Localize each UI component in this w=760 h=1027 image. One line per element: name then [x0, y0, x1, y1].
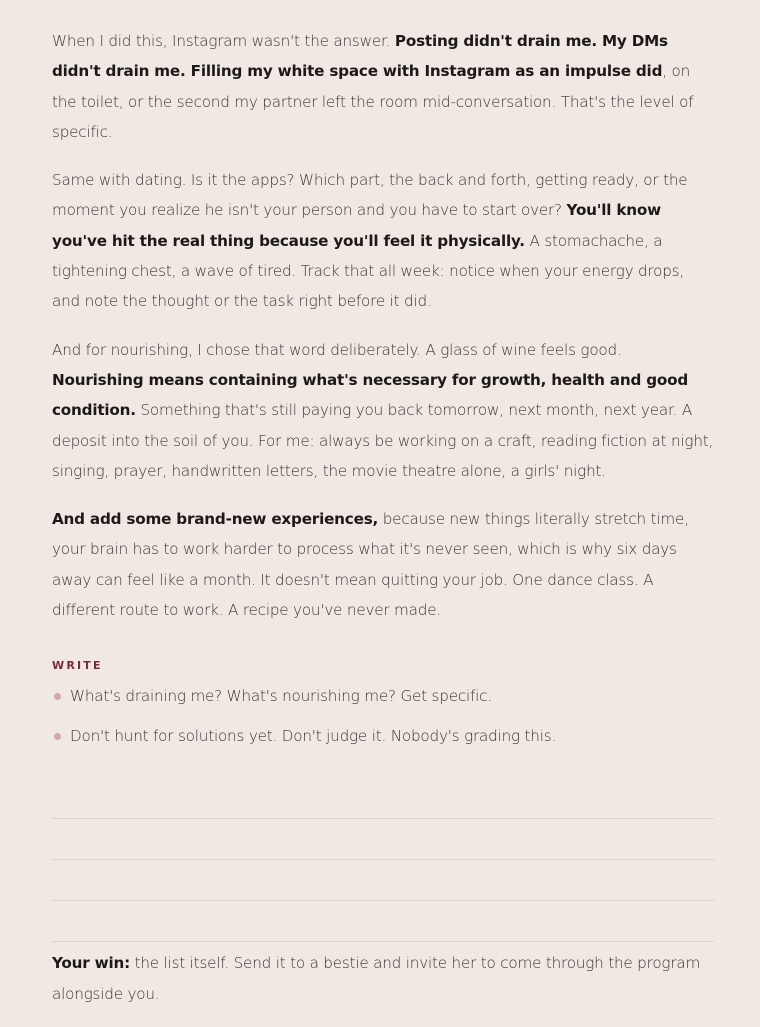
bullet-dot-icon [54, 693, 61, 700]
your-win-text: the list itself. Send it to a bestie and invite her to come through the program alongside you. [52, 954, 701, 1003]
paragraph-text: A stomachache, a tightening chest, a wave of tired. Track that all week: notice when your energy drops, and note the thought or the task right before it did. [52, 231, 685, 311]
paragraph-text: Same with dating. Is it the apps? Which part, the back and forth, getting ready, or the moment you realize he isn't your person and you have to start over? [52, 171, 688, 220]
emphasis-text: Nourishing means containing what's necessary for growth, health and good condition. [52, 370, 689, 420]
paragraph-text: because new things literally stretch time, your brain has to work harder to process what it's never seen, which is why six days away can feel like a month. It doesn't mean quitting your job. One dance class. A different route to work. A recipe you've never made. [52, 510, 689, 620]
emphasis-text: You'll know you've hit the real thing because you'll feel it physically. [52, 201, 661, 250]
article-content [52, 26, 714, 1027]
body-paragraph [52, 504, 714, 625]
your-win [52, 948, 714, 1009]
body-paragraph [52, 26, 714, 147]
emphasis-text: And add some brand-new experiences, [52, 510, 379, 529]
body-paragraph [52, 165, 714, 316]
write-section-label: WRITE [52, 659, 103, 673]
writing-lines [52, 778, 714, 942]
writing-line [52, 860, 714, 901]
paragraph-text: Something that's still paying you back tomorrow, next month, next year. A deposit into the soil of you. For me: always be working on a craft, reading fiction at night, singing, prayer, handwritten letters, the movie theatre alone, a girls' night. [52, 401, 714, 480]
bullet-dot-icon [54, 733, 61, 740]
writing-line [52, 901, 714, 942]
body-paragraph [52, 335, 714, 486]
paragraph-text: And for nourishing, I chose that word deliberately. A glass of wine feels good. [52, 340, 622, 359]
your-win-label: Your win: [52, 954, 130, 973]
paragraph-text: , on the toilet, or the second my partner left the room mid-conversation. That's the level of specific. [52, 62, 694, 141]
write-prompt [52, 684, 714, 708]
paragraph-text: When I did this, Instagram wasn't the answer. [52, 32, 395, 50]
writing-line [52, 778, 714, 819]
body-paragraphs [52, 26, 714, 625]
write-prompts-list [52, 684, 714, 748]
write-prompt [52, 724, 714, 748]
write-prompt-text: Don't hunt for solutions yet. Don't judge it. Nobody's grading this. [70, 727, 557, 746]
write-prompt-text: What's draining me? What's nourishing me? Get specific. [70, 687, 492, 706]
writing-line [52, 819, 714, 860]
emphasis-text: Posting didn't drain me. My DMs didn't drain me. Filling my white space with Instagram as an impulse did [52, 32, 668, 81]
